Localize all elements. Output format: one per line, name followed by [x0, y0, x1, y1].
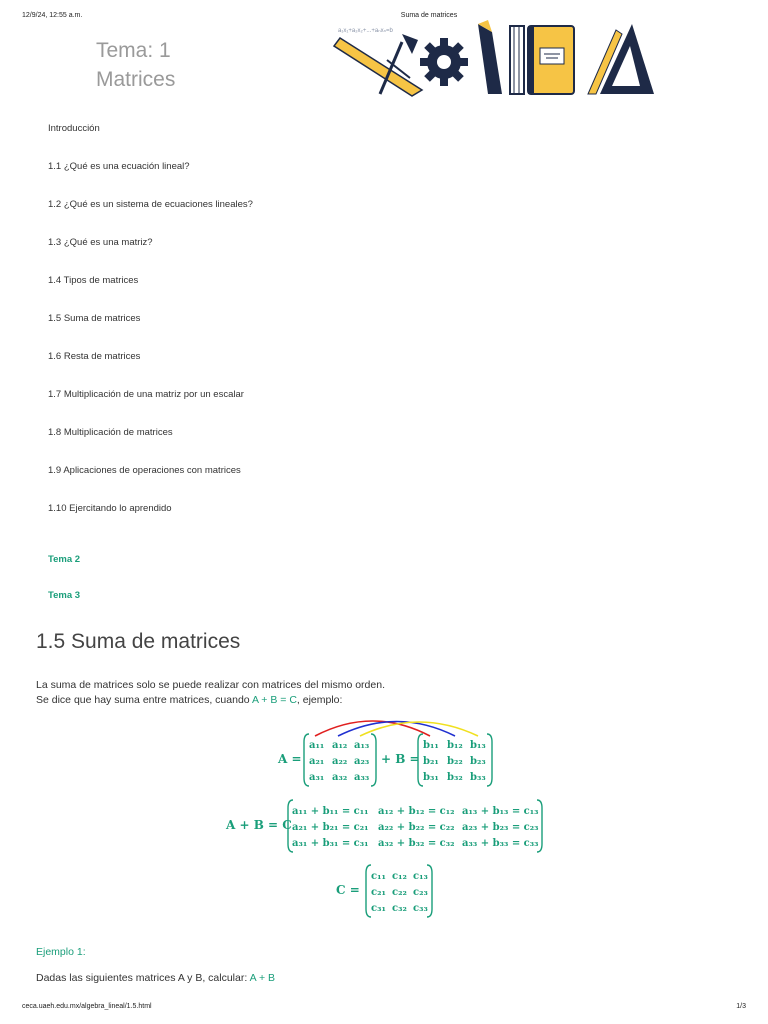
matrix-sum-expanded: [288, 800, 542, 852]
matrix-cell: b₁₃: [470, 740, 486, 751]
matrix-cell: a₁₃: [354, 740, 370, 751]
nav-tema-2-link[interactable]: Tema 2: [48, 554, 81, 565]
matrix-cell: a₁₃ + b₁₃ = c₁₃: [462, 806, 539, 817]
label-A: A =: [278, 752, 302, 766]
intro-line-2-tail: , ejemplo:: [296, 694, 343, 706]
example-1-instruction: Dadas las siguientes matrices A y B, calcular:: [36, 972, 250, 984]
matrix-cell: c₃₁: [371, 903, 386, 914]
page-header-title: [96, 36, 175, 94]
label-sum: A + B = C: [226, 818, 292, 832]
nav-item[interactable]: 1.3 ¿Qué es una matriz?: [48, 237, 153, 248]
element-correspondence-arcs: [315, 721, 478, 736]
matrix-cell: c₂₃: [413, 887, 428, 898]
example-1-text: [36, 971, 275, 986]
nav-item[interactable]: 1.4 Tipos de matrices: [48, 275, 139, 286]
nav-item[interactable]: 1.2 ¿Qué es un sistema de ecuaciones lineales?: [48, 199, 253, 210]
notebook-icon: [528, 26, 574, 94]
matrix-B: [418, 734, 492, 786]
intro-paragraph: [36, 678, 385, 708]
matrix-cell: a₂₁: [309, 756, 325, 767]
matrix-cell: c₁₁: [371, 871, 386, 882]
tema-number: Tema: 1: [96, 39, 171, 62]
label-plus-B: + B =: [381, 752, 420, 766]
intro-line-2: [36, 693, 385, 708]
nav-item[interactable]: 1.5 Suma de matrices: [48, 313, 141, 324]
banner-formula: a₁x₁+a₂x₂+...+aₙxₙ=b: [338, 28, 393, 34]
matrix-cell: c₁₃: [413, 871, 428, 882]
matrix-cell: a₂₃: [354, 756, 370, 767]
nav-tema-3-link[interactable]: Tema 3: [48, 590, 81, 601]
nav-item[interactable]: 1.8 Multiplicación de matrices: [48, 427, 173, 438]
example-1-formula: A + B: [249, 972, 276, 984]
print-title: Suma de matrices: [400, 12, 458, 19]
banner-illustration: [332, 20, 657, 98]
matrix-cell: a₁₁: [309, 740, 325, 751]
print-page-number: 1/3: [736, 1003, 746, 1010]
matrix-cell: a₃₂ + b₃₂ = c₃₂: [378, 838, 455, 849]
print-date: 12/9/24, 12:55 a.m.: [22, 12, 83, 19]
label-C: C =: [336, 883, 360, 897]
nav-item[interactable]: 1.1 ¿Qué es una ecuación lineal?: [48, 161, 190, 172]
matrix-cell: b₃₂: [447, 772, 463, 783]
matrix-sum-figure: [0, 712, 768, 922]
matrix-C: [366, 865, 432, 917]
intro-formula-highlight: A + B = C: [251, 694, 297, 706]
matrix-cell: b₁₁: [423, 740, 439, 751]
matrix-cell: b₁₂: [447, 740, 463, 751]
matrix-cell: a₃₂: [332, 772, 348, 783]
matrix-cell: a₁₂ + b₁₂ = c₁₂: [378, 806, 455, 817]
tema-name: Matrices: [96, 68, 176, 91]
matrix-cell: a₂₁ + b₂₁ = c₂₁: [292, 822, 369, 833]
matrix-cell: a₃₁: [309, 772, 325, 783]
matrix-cell: c₂₂: [392, 887, 407, 898]
matrix-cell: c₃₂: [392, 903, 407, 914]
section-title: 1.5 Suma de matrices: [36, 630, 241, 653]
matrix-cell: a₃₃: [354, 772, 370, 783]
example-1-heading: Ejemplo 1:: [36, 946, 86, 958]
matrix-cell: b₂₃: [470, 756, 486, 767]
matrix-cell: c₃₃: [413, 903, 428, 914]
nav-item[interactable]: 1.7 Multiplicación de una matriz por un escalar: [48, 389, 244, 400]
nav-item[interactable]: 1.9 Aplicaciones de operaciones con matrices: [48, 465, 241, 476]
intro-line-2-text: Se dice que hay suma entre matrices, cuando: [36, 694, 252, 706]
matrix-cell: a₁₁ + b₁₁ = c₁₁: [292, 806, 369, 817]
print-url: ceca.uaeh.edu.mx/algebra_lineal/1.5.html: [22, 1003, 152, 1010]
set-square-icon: [588, 24, 654, 94]
nav-item[interactable]: 1.6 Resta de matrices: [48, 351, 141, 362]
matrix-A: [304, 734, 376, 786]
pencil-icon: [478, 20, 502, 94]
matrix-cell: a₂₂ + b₂₂ = c₂₂: [378, 822, 455, 833]
ruler-icon: [510, 26, 524, 94]
matrix-cell: c₁₂: [392, 871, 407, 882]
matrix-cell: b₂₁: [423, 756, 439, 767]
matrix-cell: a₂₃ + b₂₃ = c₂₃: [462, 822, 539, 833]
matrix-cell: a₃₁ + b₃₁ = c₃₁: [292, 838, 369, 849]
topic-navigation: [48, 121, 548, 601]
intro-line-1: La suma de matrices solo se puede realizar con matrices del mismo orden.: [36, 679, 385, 691]
compass-icon: [334, 34, 422, 96]
matrix-cell: a₁₂: [332, 740, 348, 751]
nav-list: [48, 121, 548, 539]
nav-item[interactable]: 1.10 Ejercitando lo aprendido: [48, 503, 172, 514]
matrix-cell: c₂₁: [371, 887, 386, 898]
matrix-cell: b₃₃: [470, 772, 486, 783]
matrix-cell: a₂₂: [332, 756, 348, 767]
matrix-cell: b₃₁: [423, 772, 439, 783]
right-bracket: [487, 734, 492, 786]
nav-item[interactable]: Introducción: [48, 123, 100, 134]
matrix-cell: b₂₂: [447, 756, 463, 767]
right-bracket: [371, 734, 376, 786]
matrix-cell: a₃₃ + b₃₃ = c₃₃: [462, 838, 539, 849]
gear-icon: [420, 38, 468, 86]
